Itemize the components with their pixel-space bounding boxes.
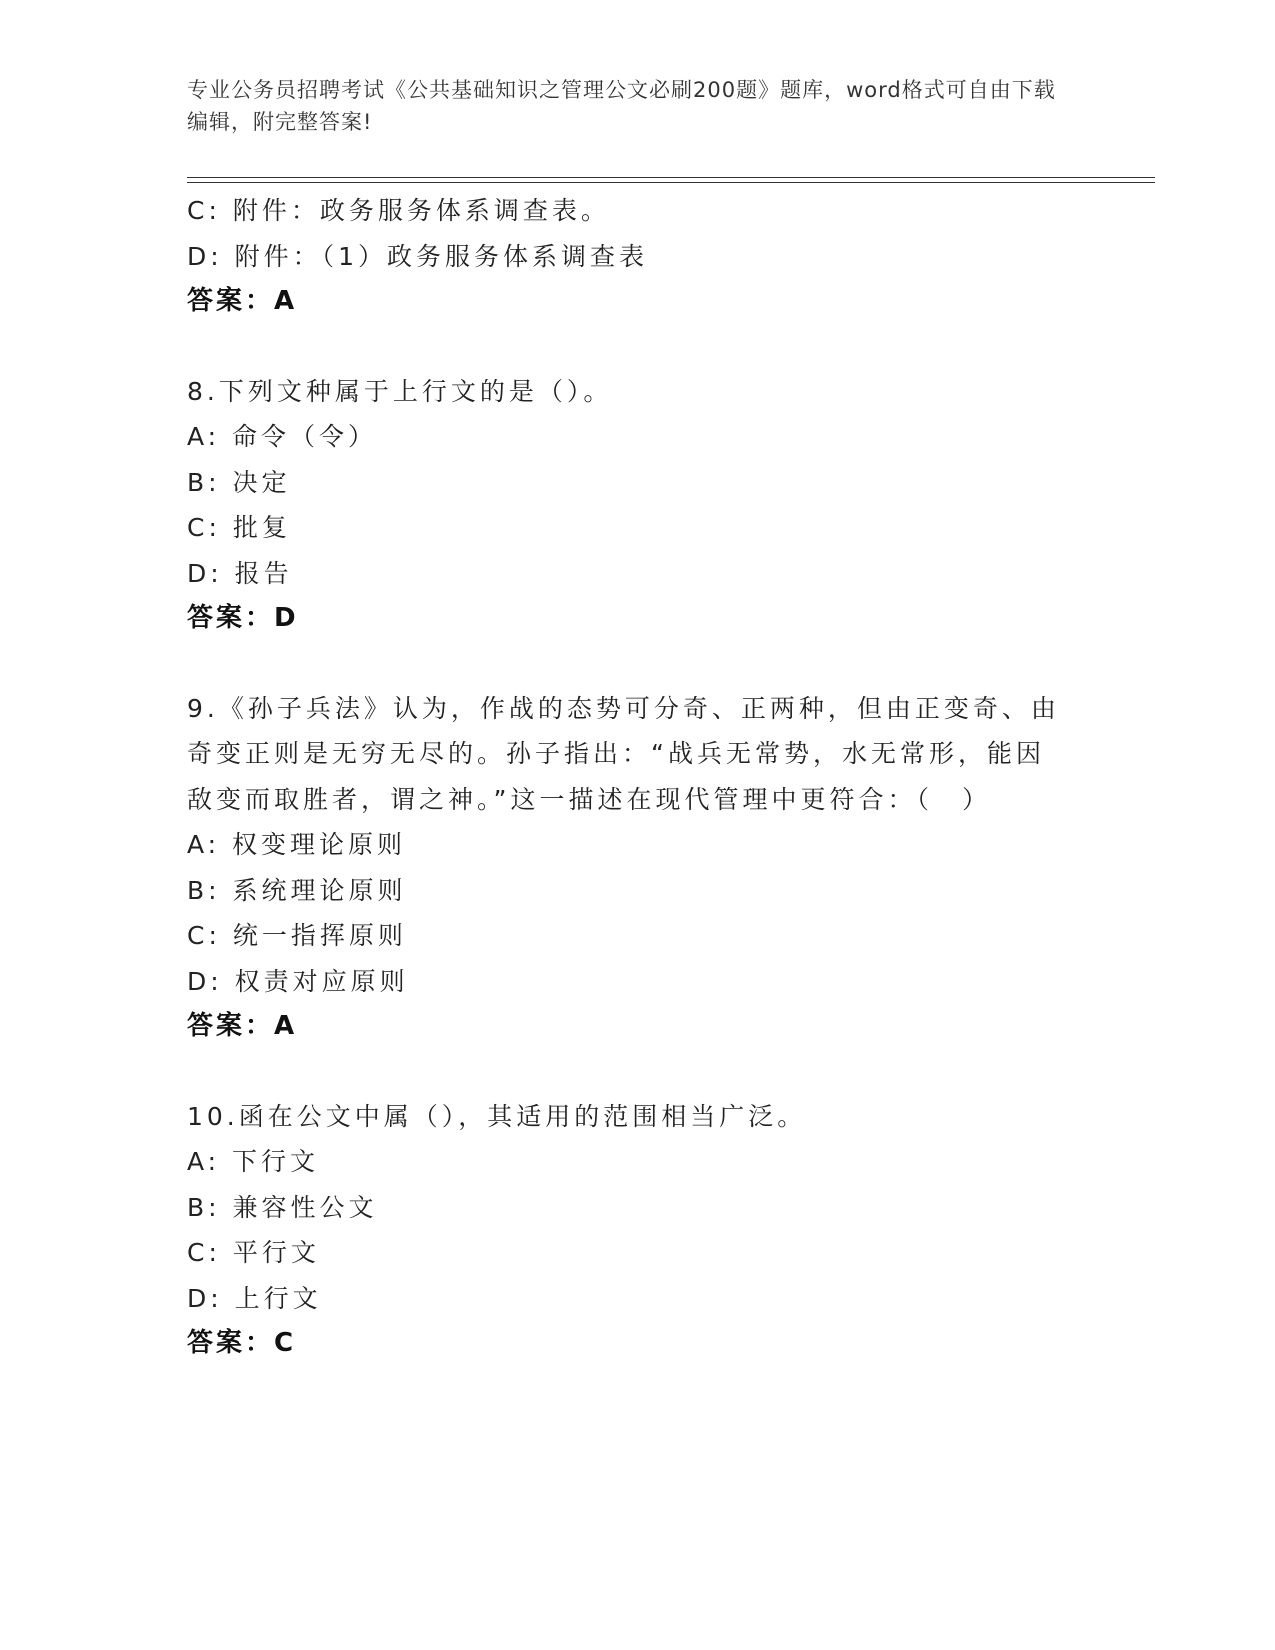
answer-line: 答案：D: [187, 603, 299, 633]
header-divider-top: [187, 177, 1155, 178]
option-c: C: 附件：政务服务体系调查表。: [187, 196, 610, 225]
question-10: [187, 1094, 1087, 1367]
option-a: A: 命令（令）: [187, 422, 378, 451]
option-d: D: 权责对应原则: [187, 966, 409, 996]
document-header: 专业公务员招聘考试《公共基础知识之管理公文必刷200题》题库，word格式可自由下载编辑，附完整答案!: [187, 78, 1056, 134]
header-divider-bottom: [187, 182, 1155, 183]
spacer: [187, 325, 1087, 369]
option-d: D: 附件：（1）政务服务体系调查表: [187, 241, 649, 271]
document-body: [187, 188, 1087, 1367]
spacer: [187, 642, 1087, 686]
option-a: A: 权变理论原则: [187, 830, 407, 859]
option-b: B: 决定: [187, 467, 291, 497]
question-9: [187, 686, 1087, 1050]
answer-line: 答案：A: [187, 1011, 298, 1041]
spacer: [187, 1050, 1087, 1094]
answer-line: 答案：A: [187, 286, 298, 316]
option-c: C: 平行文: [187, 1238, 320, 1267]
option-d: D: 上行文: [187, 1283, 322, 1313]
option-d: D: 报告: [187, 558, 293, 588]
question-8: [187, 369, 1087, 642]
option-b: B: 兼容性公文: [187, 1192, 378, 1222]
answer-line: 答案：C: [187, 1328, 297, 1358]
option-c: C: 批复: [187, 513, 291, 542]
question-stem: 9.《孙子兵法》认为，作战的态势可分奇、正两种，但由正变奇、由奇变正则是无穷无尽的。孙子指出：“战兵无常势，水无常形，能因敌变而取胜者，谓之神。”这一描述在现代管理中更符合：（ ）: [187, 693, 1060, 814]
option-c: C: 统一指挥原则: [187, 921, 407, 950]
option-a: A: 下行文: [187, 1147, 320, 1176]
question-fragment: [187, 188, 1087, 325]
option-b: B: 系统理论原则: [187, 875, 407, 905]
question-stem: 10.函在公文中属（），其适用的范围相当广泛。: [187, 1101, 807, 1131]
question-stem: 8.下列文种属于上行文的是（）。: [187, 376, 613, 406]
